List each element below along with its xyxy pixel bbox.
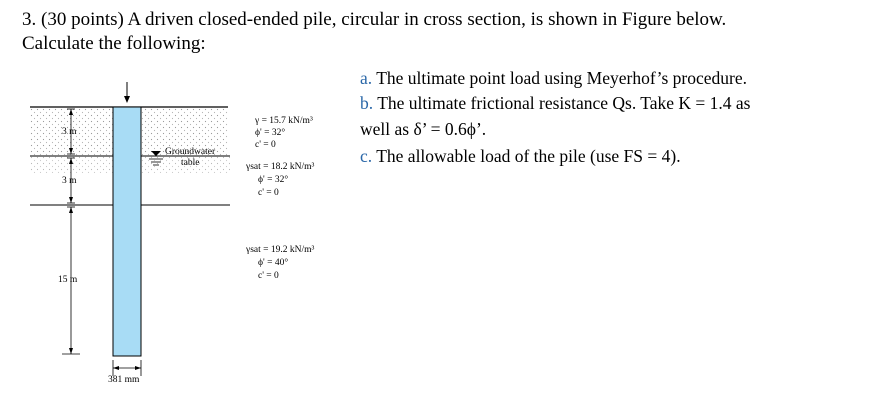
layer1-gamma: γ = 15.7 kN/m³ (255, 116, 313, 126)
layer2-gamma: γsat = 18.2 kN/m³ (246, 162, 315, 172)
dim-layer3: 15 m (58, 275, 78, 285)
question-a-text: The ultimate point load using Meyerhof’s procedure. (376, 68, 748, 88)
dim-pile-diameter: 381 mm (108, 375, 140, 385)
layer1-phi: ϕ' = 32° (255, 128, 286, 138)
question-c-label: c. (360, 146, 373, 166)
layer3-c: c' = 0 (258, 271, 279, 281)
groundwater-label: Groundwater (165, 147, 216, 157)
dim-layer1: 3 m (62, 127, 77, 137)
problem-statement-line1: 3. (30 points) A driven closed-ended pile, circular in cross section, is shown in Figure below. (22, 9, 727, 30)
question-a-label: a. (360, 68, 373, 88)
problem-statement-line2: Calculate the following: (22, 33, 206, 54)
layer2-phi: ϕ' = 32° (258, 175, 289, 185)
load-arrow-icon (124, 96, 130, 103)
question-b-text: The ultimate frictional resistance Qs. Take K = 1.4 as (377, 93, 751, 113)
layer3-phi: ϕ' = 40° (258, 258, 289, 268)
question-b-continued: well as δ’ = 0.6ϕ’. (360, 119, 487, 139)
dim-layer2: 3 m (62, 176, 77, 186)
pile-shaft (113, 107, 141, 356)
layer1-c: c' = 0 (255, 140, 276, 150)
groundwater-label-2: table (181, 158, 200, 168)
layer2-c: c' = 0 (258, 188, 279, 198)
question-c-text: The allowable load of the pile (use FS = 4). (376, 146, 681, 166)
layer3-gamma: γsat = 19.2 kN/m³ (246, 245, 315, 255)
question-b-label: b. (360, 93, 374, 113)
